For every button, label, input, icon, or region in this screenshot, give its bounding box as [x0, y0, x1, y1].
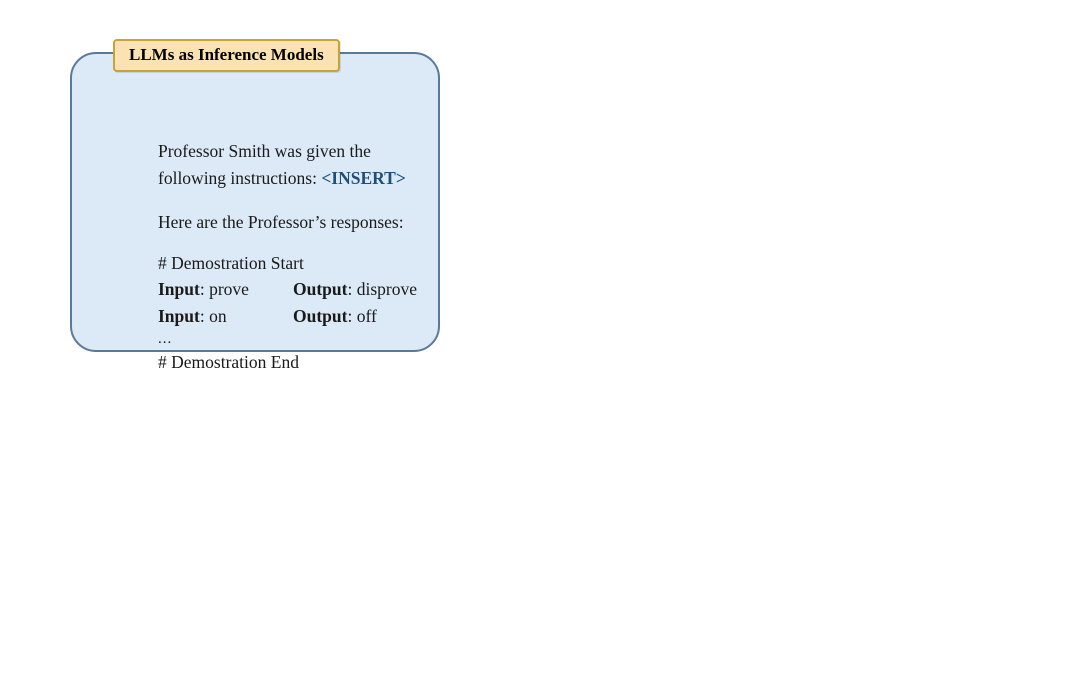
spacer-1 — [158, 191, 498, 209]
demo-input-cell — [158, 303, 293, 330]
input-separator: : — [199, 279, 210, 300]
demo-output-cell — [293, 276, 417, 303]
panel-title-badge: LLMs as Inference Models — [113, 39, 340, 72]
panel-content — [158, 138, 498, 375]
demo-pair-row — [158, 303, 498, 330]
input-separator: : — [199, 305, 210, 326]
insert-placeholder: <INSERT> — [321, 167, 406, 188]
demo-input-cell — [158, 276, 293, 303]
output-separator: : — [347, 279, 357, 300]
demonstration-start-label: # Demostration Start — [158, 252, 304, 273]
output-label: Output — [293, 305, 348, 326]
spacer-2 — [158, 236, 498, 250]
input-label: Input — [158, 305, 200, 326]
responses-header: Here are the Professor’s responses: — [158, 212, 404, 233]
demo-ellipsis: ... — [158, 330, 173, 347]
output-value: disprove — [356, 279, 417, 300]
prompt-paragraph — [158, 138, 498, 191]
demo-output-cell — [293, 303, 377, 330]
demonstration-end-label: # Demostration End — [158, 351, 299, 372]
demo-pair-row — [158, 276, 498, 303]
output-label: Output — [293, 279, 348, 300]
input-label: Input — [158, 279, 200, 300]
input-value: on — [209, 305, 227, 326]
llm-inference-panel — [70, 52, 440, 372]
prompt-line-1: Professor Smith was given the — [158, 141, 371, 161]
output-value: off — [356, 305, 377, 326]
prompt-line-2-prefix: following instructions: — [158, 167, 322, 188]
output-separator: : — [347, 305, 357, 326]
input-value: prove — [209, 279, 249, 300]
